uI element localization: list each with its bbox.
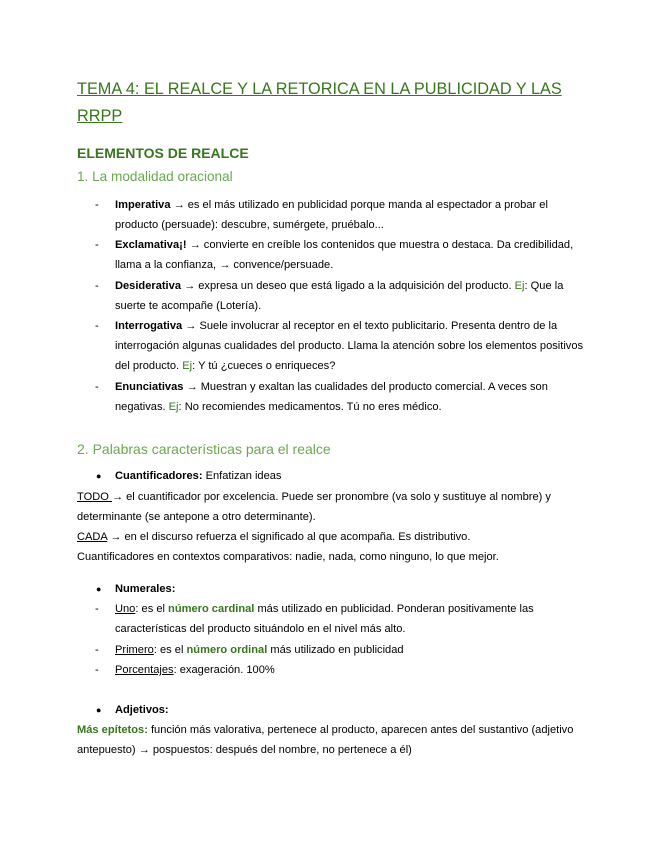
- item-text: → Muestran y exaltan las cualidades del producto comercial. A veces son negativas.: [115, 381, 548, 414]
- bullet-marker: ●: [96, 584, 102, 594]
- page-title: TEMA 4: EL REALCE Y LA RETORICA EN LA PUBLICIDAD Y LAS RRPP: [77, 80, 562, 125]
- term: Desiderativa: [115, 280, 181, 292]
- example-label: Ej: [514, 280, 525, 292]
- item-text: → es el más utilizado en publicidad porque manda al espectador a probar el producto (persuade): descubre, sumérgete, pruébalo...: [115, 199, 548, 232]
- item-text: → convierte en creíble los contenidos que muestra o destaca. Da credibilidad, llama a la confianza, → convence/persuade.: [115, 239, 574, 272]
- term: Adjetivos:: [115, 704, 169, 716]
- dash-marker: -: [95, 644, 99, 656]
- term: Enunciativas: [115, 381, 184, 393]
- term: Interrogativa: [115, 320, 183, 332]
- paragraph-text: función más valorativa, pertenece al producto, aparecen antes del sustantivo (adjetivo antepuesto) → pospuestos: después del nombre, no pertenece a él): [77, 724, 574, 757]
- list-item: [95, 640, 585, 660]
- section-heading: ELEMENTOS DE REALCE: [77, 145, 249, 161]
- list-item: [95, 316, 585, 377]
- item-text: Enfatizan ideas: [202, 470, 282, 482]
- keyword-cada: CADA: [77, 531, 108, 543]
- item-text: → expresa un deseo que está ligado a la adquisición del producto.: [180, 280, 515, 292]
- list-item: [95, 195, 585, 235]
- dash-marker: -: [95, 239, 99, 251]
- list-item: [95, 276, 585, 316]
- paragraph-text: → en el discurso refuerza el significado al que acompaña. Es distributivo.: [107, 531, 471, 543]
- dash-marker: -: [95, 320, 99, 332]
- item-text: más utilizado en publicidad: [267, 644, 404, 656]
- bullet-item-numerales: [96, 579, 585, 599]
- example-text: : Y tú ¿cueces o enriqueces?: [192, 360, 336, 373]
- keyword: Porcentajes: [115, 664, 174, 676]
- item-text: : exageración. 100%: [173, 664, 275, 676]
- dash-marker: -: [95, 280, 99, 292]
- paragraph-text: → el cuantificador por excelencia. Puede ser pronombre (va solo y sustituye al nombre) y determinante (se antepone a otro determinante).: [77, 491, 551, 524]
- bullet-item-adjetivos: [96, 700, 585, 720]
- term: Cuantificadores:: [115, 470, 203, 482]
- example-text: : Que la suerte te acompañe (Lotería).: [115, 280, 564, 313]
- example-text: : No recomiendes medicamentos. Tú no eres médico.: [178, 401, 442, 414]
- bullet-marker: ●: [96, 705, 102, 715]
- item-text: : es el: [153, 644, 187, 656]
- paragraph-cada: [77, 527, 582, 547]
- keyword-todo: TODO: [77, 491, 112, 503]
- keyword: Uno: [115, 603, 136, 615]
- dash-marker: -: [95, 664, 99, 676]
- list-item: [95, 599, 585, 639]
- paragraph-todo: [77, 487, 582, 527]
- dash-marker: -: [95, 603, 99, 615]
- bullet-item-cuantificadores: [96, 466, 585, 486]
- dash-marker: -: [95, 199, 99, 211]
- dash-marker: -: [95, 381, 99, 393]
- keyword: Primero: [115, 644, 154, 656]
- term: Exclamativa¡!: [115, 239, 187, 251]
- example-label: Ej: [182, 360, 193, 373]
- subheading-palabras: 2. Palabras características para el realce: [77, 441, 331, 457]
- item-text: → Suele involucrar al receptor en el texto publicitario. Presenta dentro de la interrogación algunas cualidades del producto. Llama la atención sobre los elementos positivos del producto.: [115, 320, 584, 373]
- term: Numerales:: [115, 583, 176, 595]
- paragraph-epitetos: [77, 720, 582, 760]
- item-text: : es el: [135, 603, 169, 615]
- list-item: [95, 660, 585, 680]
- list-item: [95, 377, 585, 417]
- list-item: [95, 235, 585, 275]
- term: Imperativa: [115, 199, 171, 211]
- example-label: Ej: [168, 401, 179, 414]
- item-text: más utilizado en publicidad. Ponderan positivamente las características del producto situándolo en el nivel más alto.: [115, 603, 534, 636]
- highlight: Más epítetos:: [77, 724, 148, 736]
- bullet-marker: ●: [96, 471, 102, 481]
- highlight: número cardinal: [168, 603, 255, 615]
- paragraph-comparativos: Cuantificadores en contextos comparativos: nadie, nada, como ninguno, lo que mejor.: [77, 551, 499, 563]
- highlight: número ordinal: [186, 644, 268, 656]
- subheading-modalidad: 1. La modalidad oracional: [77, 169, 233, 184]
